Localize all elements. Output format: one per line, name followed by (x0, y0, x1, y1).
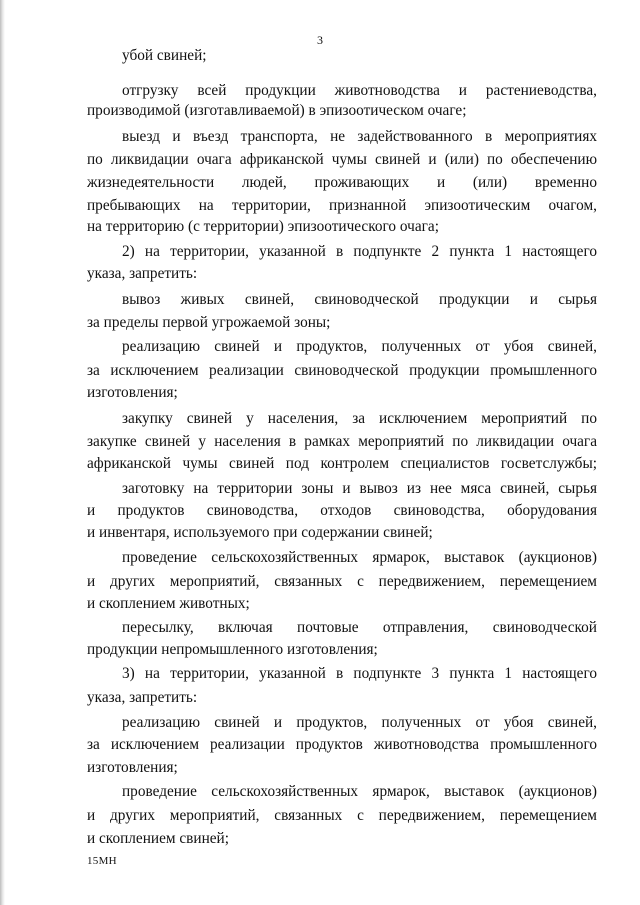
text-line: реализацию свиней и продуктов, полученных от убоя свиней, (122, 338, 597, 355)
text-line: продукции непромышленного изготовления; (87, 641, 378, 658)
text-line: выезд и въезд транспорта, не задействованного в мероприятиях (122, 128, 597, 145)
text-line: по ликвидации очага африканской чумы свиней и (или) по обеспечению (87, 151, 597, 168)
text-line: 3) на территории, указанной в подпункте 3 пункта 1 настоящего (122, 665, 597, 682)
text-line: проведение сельскохозяйственных ярмарок, выставок (аукционов) (122, 783, 597, 800)
text-line: и инвентаря, используемого при содержании свиней; (87, 524, 433, 541)
text-line: и других мероприятий, связанных с передвижением, перемещением (87, 807, 597, 824)
text-line: и продуктов свиноводства, отходов свиноводства, оборудования (87, 502, 597, 519)
text-line: и других мероприятий, связанных с передвижением, перемещением (87, 573, 597, 590)
text-line: закупку свиней у населения, за исключением мероприятий по (122, 410, 597, 427)
text-line: за исключением реализации продуктов животноводства промышленного (87, 736, 597, 753)
text-line: африканской чумы свиней под контролем специалистов госветслужбы; (87, 455, 597, 472)
page-number: 3 (317, 33, 323, 47)
text-line: на территорию (с территории) эпизоотического очага; (87, 218, 439, 235)
text-line: заготовку на территории зоны и вывоз из нее мяса свиней, сырья (122, 480, 597, 497)
text-line: изготовления; (87, 384, 178, 401)
text-line: и скоплением свиней; (87, 830, 229, 847)
text-line: отгрузку всей продукции животноводства и растениеводства, (122, 82, 597, 99)
text-line: проведение сельскохозяйственных ярмарок, выставок (аукционов) (122, 549, 597, 566)
text-line: за исключением реализации свиноводческой продукции промышленного (87, 362, 597, 379)
text-line: жизнедеятельности людей, проживающих и (или) временно (87, 174, 597, 191)
text-line: указа, запретить: (87, 265, 198, 282)
text-line: вывоз живых свиней, свиноводческой продукции и сырья (122, 291, 597, 308)
text-line: 2) на территории, указанной в подпункте 2 пункта 1 настоящего (122, 243, 597, 260)
scan-edge (0, 0, 5, 905)
text-line: пересылку, включая почтовые отправления, свиноводческой (122, 619, 597, 636)
document-code: 15МН (87, 855, 117, 867)
text-line: и скоплением животных; (87, 595, 250, 612)
text-line: указа, запретить: (87, 689, 198, 706)
text-line: пребывающих на территории, признанной эпизоотическим очагом, (87, 197, 597, 214)
text-line: убой свиней; (122, 47, 207, 64)
text-line: изготовления; (87, 759, 178, 776)
text-line: за пределы первой угрожаемой зоны; (87, 314, 331, 331)
text-line: закупке свиней у населения в рамках мероприятий по ликвидации очага (87, 433, 597, 450)
text-line: реализацию свиней и продуктов, полученных от убоя свиней, (122, 714, 597, 731)
text-line: производимой (изготавливаемой) в эпизоотическом очаге; (87, 102, 467, 119)
